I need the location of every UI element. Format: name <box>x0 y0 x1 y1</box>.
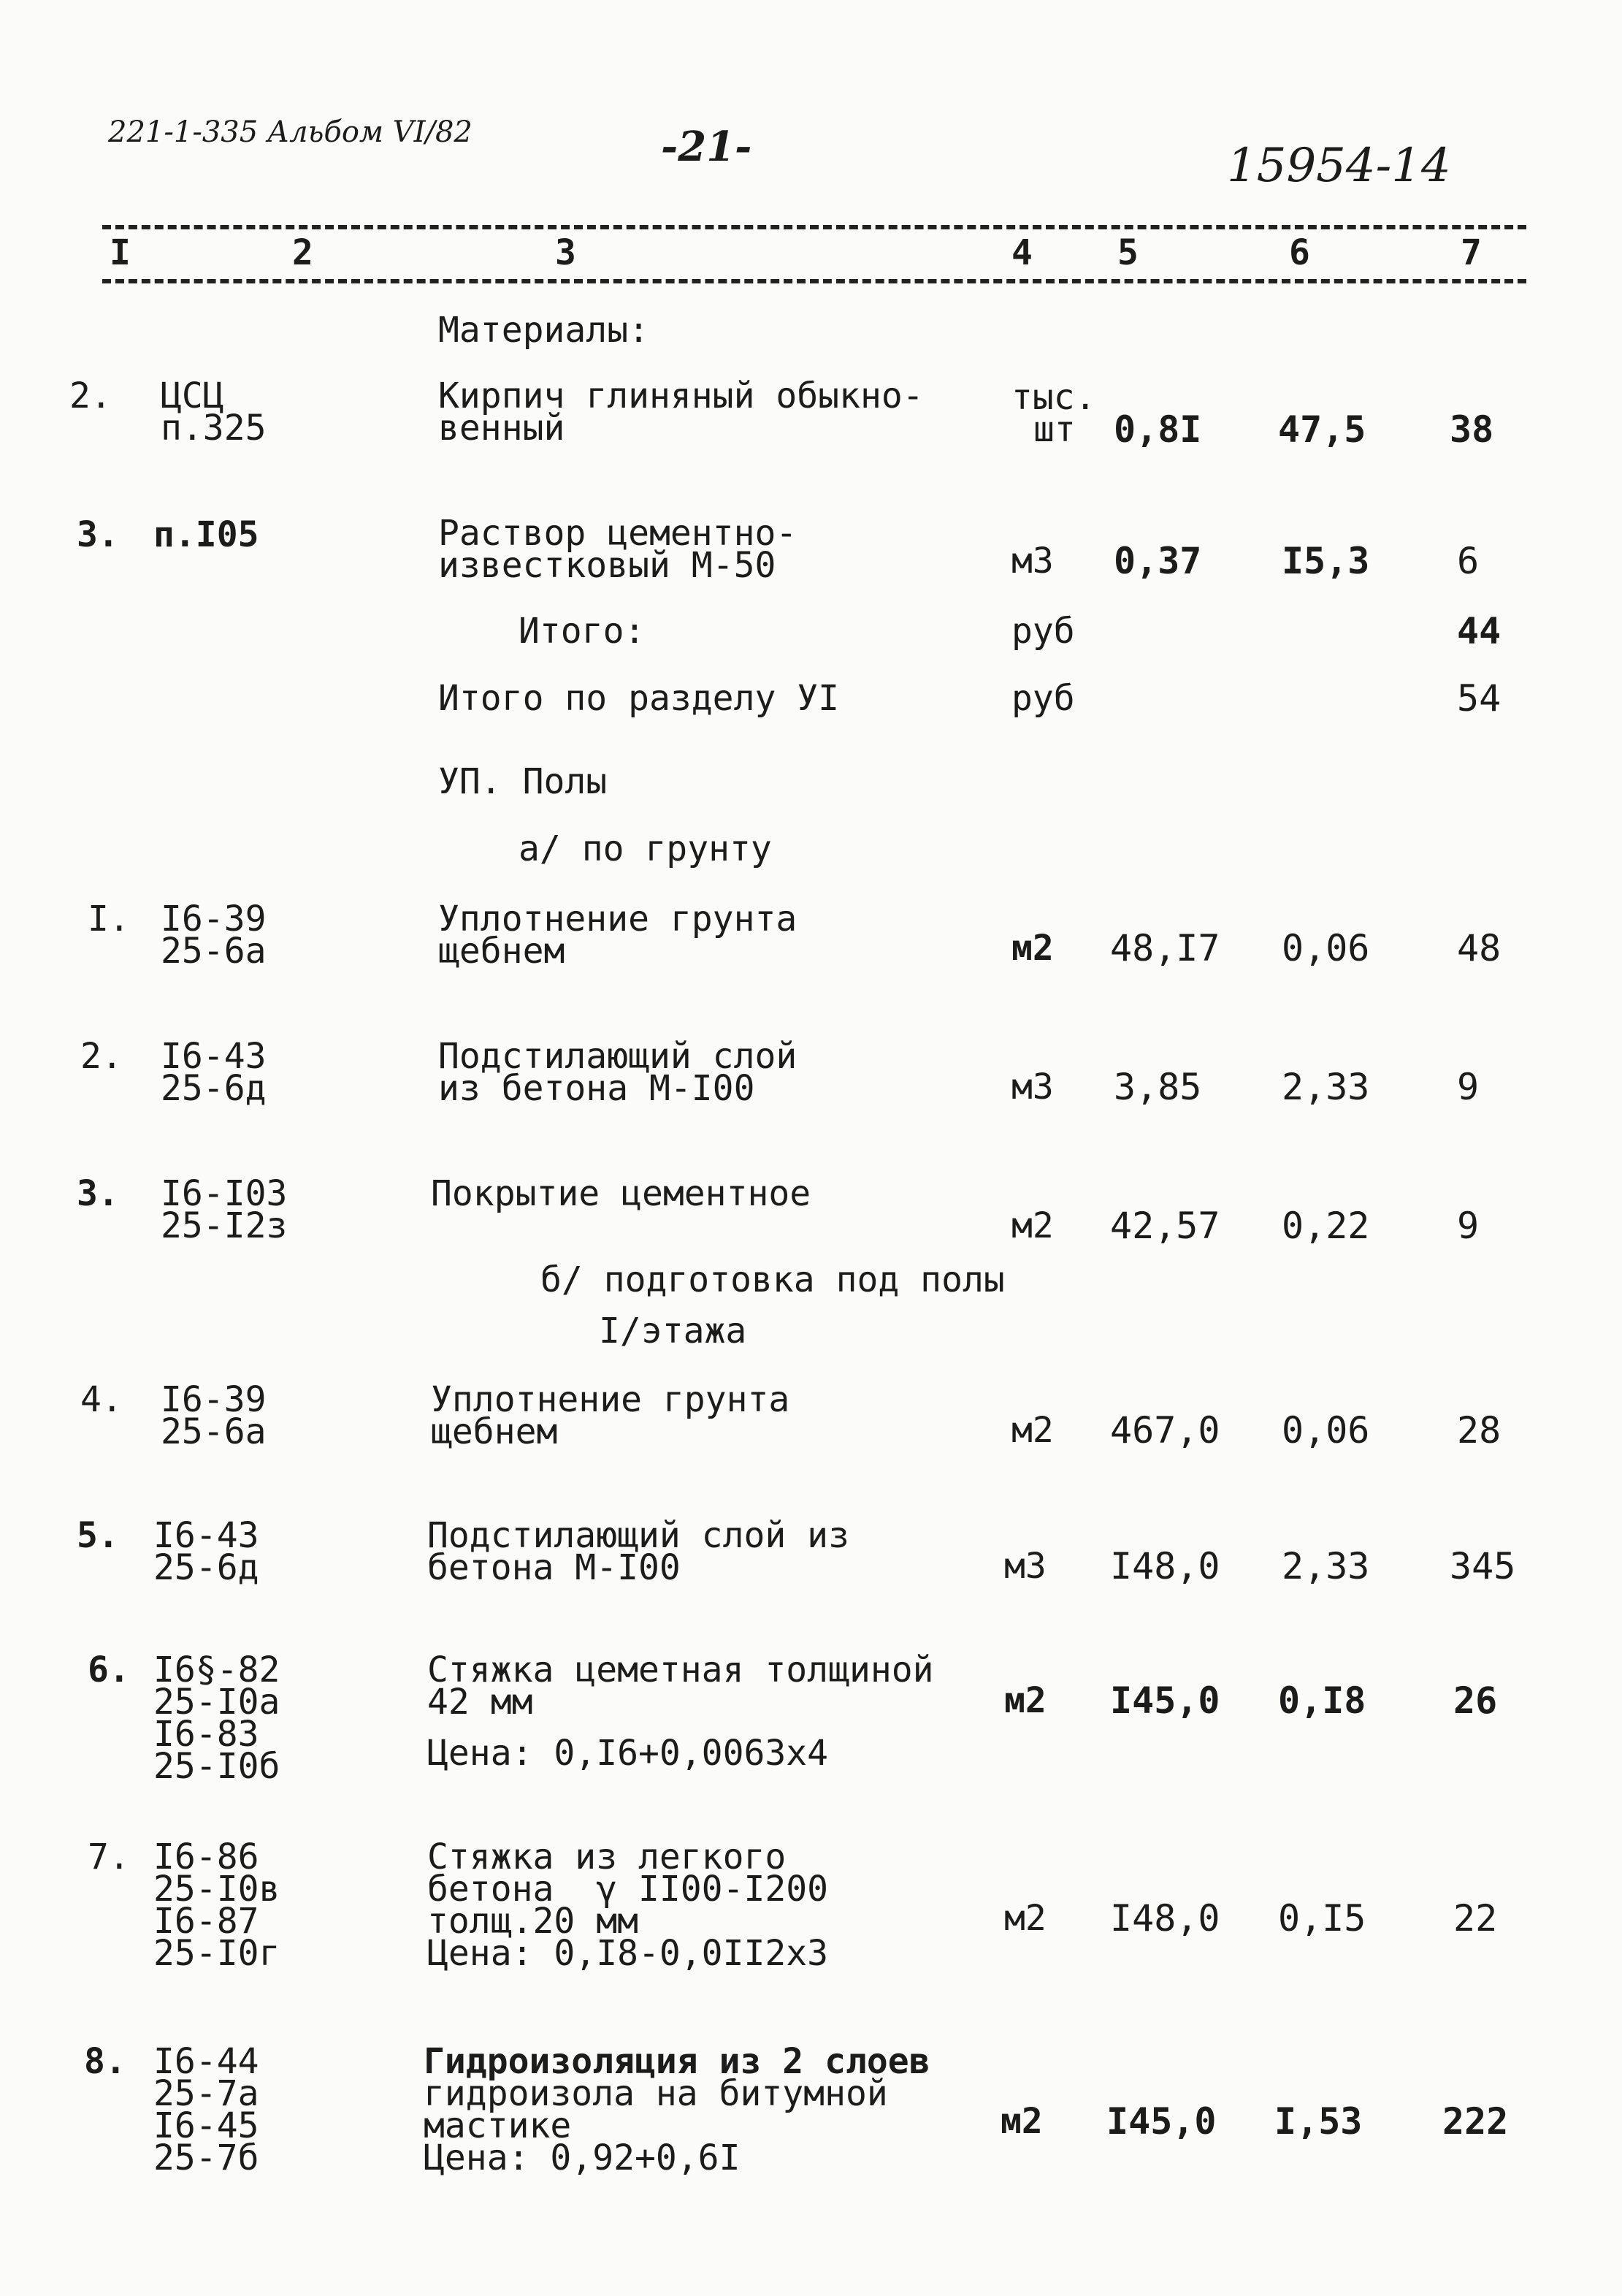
row-number: 4. <box>80 1379 123 1420</box>
row-code: 25-I0б <box>153 1746 280 1787</box>
row-total: 48 <box>1457 927 1502 969</box>
row-price-note: Цена: 0,I6+0,0063х4 <box>427 1733 829 1774</box>
row-unit: м2 <box>1011 1410 1054 1451</box>
row-unit: м2 <box>1011 1205 1054 1246</box>
row-number: 8. <box>84 2041 126 2082</box>
row-number: 5. <box>77 1515 119 1556</box>
row-code: 25-6а <box>161 931 267 972</box>
row-description: щебнем <box>431 1411 558 1452</box>
row-description: Раствор цементно- <box>438 513 797 554</box>
row-total: 38 <box>1450 408 1494 451</box>
row-number: 2. <box>69 375 112 416</box>
row-quantity: I48,0 <box>1110 1545 1220 1587</box>
column-header-5: 5 <box>1117 232 1139 273</box>
column-header-4: 4 <box>1011 232 1033 273</box>
row-quantity: I48,0 <box>1110 1897 1220 1940</box>
subtotal-total: 44 <box>1457 610 1502 652</box>
row-price: 0,06 <box>1282 927 1370 969</box>
row-code: ЦСЦ <box>161 375 224 416</box>
row-code: п.325 <box>161 408 267 449</box>
row-unit: м3 <box>1011 1067 1054 1107</box>
row-description: щебнем <box>438 931 565 972</box>
subtotal-unit: руб <box>1011 611 1075 652</box>
row-description: Подстилающий слой из <box>427 1515 849 1556</box>
row-code: п.I05 <box>153 514 259 555</box>
row-code: I6-39 <box>161 899 267 939</box>
row-code: 25-7а <box>153 2073 259 2114</box>
row-code: I6-44 <box>153 2041 259 2082</box>
row-price: 0,I5 <box>1278 1897 1366 1940</box>
row-code: 25-I0в <box>153 1869 280 1910</box>
section-title: УП. Полы <box>438 761 608 802</box>
row-unit: шт <box>1033 409 1076 450</box>
row-code: 25-6а <box>161 1411 267 1452</box>
row-code: 25-6д <box>161 1068 267 1109</box>
row-price: 2,33 <box>1282 1066 1370 1108</box>
row-code: I6-87 <box>153 1901 259 1942</box>
row-quantity: 467,0 <box>1110 1409 1220 1452</box>
row-description: бетона γ II00-I200 <box>427 1869 829 1910</box>
row-unit: м3 <box>1011 541 1054 581</box>
row-code: I6-45 <box>153 2105 259 2146</box>
row-unit: м2 <box>1004 1898 1047 1939</box>
row-number: 3. <box>77 514 119 555</box>
row-code: I6-43 <box>161 1036 267 1077</box>
row-description: Уплотнение грунта <box>431 1379 790 1420</box>
row-quantity: 0,37 <box>1114 540 1202 582</box>
subsection-title: б/ подготовка под полы <box>540 1259 1005 1300</box>
row-code: 25-I0а <box>153 1682 280 1723</box>
row-description: Стяжка из легкого <box>427 1837 787 1877</box>
row-quantity: I45,0 <box>1110 1679 1220 1722</box>
row-code: 25-I0г <box>153 1933 280 1974</box>
row-unit: м2 <box>1004 1680 1047 1721</box>
row-number: 2. <box>80 1036 123 1077</box>
subsection-title: I/этажа <box>599 1311 747 1351</box>
row-price: 47,5 <box>1278 408 1366 451</box>
row-total: 26 <box>1453 1679 1498 1722</box>
header-rule-top <box>102 225 1526 229</box>
row-unit: тыс. <box>1011 377 1096 418</box>
row-total: 9 <box>1457 1066 1480 1108</box>
row-code: I6-83 <box>153 1714 259 1755</box>
row-description: бетона М-I00 <box>427 1547 681 1588</box>
row-code: I6-I03 <box>161 1173 288 1214</box>
row-price: 2,33 <box>1282 1545 1370 1587</box>
row-description: известковый М-50 <box>438 545 776 586</box>
page-number: -21- <box>661 123 752 171</box>
row-price: I,53 <box>1274 2100 1363 2143</box>
row-code: 25-I2з <box>161 1205 288 1246</box>
row-number: 7. <box>88 1837 130 1877</box>
row-description: Покрытие цементное <box>431 1173 811 1214</box>
row-total: 222 <box>1442 2100 1509 2143</box>
row-code: I6-86 <box>153 1837 259 1877</box>
section-total-total: 54 <box>1457 677 1502 720</box>
row-quantity: I45,0 <box>1106 2100 1217 2143</box>
row-description: Кирпич глиняный обыкно- <box>438 375 924 416</box>
row-description: Цена: 0,92+0,6I <box>424 2137 741 2178</box>
row-total: 345 <box>1450 1545 1516 1587</box>
materials-title: Материалы: <box>438 310 649 351</box>
row-quantity: 48,I7 <box>1110 927 1220 969</box>
row-price: I5,3 <box>1282 540 1370 582</box>
row-description: Стяжка цеметная толщиной <box>427 1649 934 1690</box>
subtotal-label: Итого: <box>519 611 646 652</box>
row-unit: м3 <box>1004 1546 1047 1587</box>
row-price: 0,06 <box>1282 1409 1370 1452</box>
document-code: 15954-14 <box>1227 139 1451 193</box>
row-description: 42 мм <box>427 1682 533 1723</box>
row-quantity: 3,85 <box>1114 1066 1202 1108</box>
row-price: 0,22 <box>1282 1205 1370 1247</box>
column-header-6: 6 <box>1289 232 1310 273</box>
row-description: Гидроизоляция из 2 слоев <box>424 2041 930 2082</box>
section-total-unit: руб <box>1011 678 1075 719</box>
row-code: 25-7б <box>153 2137 259 2178</box>
archive-note: 221-1-335 Альбом VI/82 <box>108 115 473 149</box>
row-total: 28 <box>1457 1409 1502 1452</box>
row-description: Уплотнение грунта <box>438 899 797 939</box>
row-code: I6§-82 <box>153 1649 280 1690</box>
header-rule-bottom <box>102 279 1526 283</box>
row-description: Подстилающий слой <box>438 1036 797 1077</box>
row-quantity: 42,57 <box>1110 1205 1220 1247</box>
column-header-2: 2 <box>292 232 313 273</box>
section-total-label: Итого по разделу УI <box>438 678 840 719</box>
row-price: 0,I8 <box>1278 1679 1366 1722</box>
row-description: венный <box>438 408 565 449</box>
row-code: 25-6д <box>153 1547 259 1588</box>
row-code: I6-43 <box>153 1515 259 1556</box>
column-header-3: 3 <box>555 232 576 273</box>
row-number: 3. <box>77 1173 119 1214</box>
row-total: 6 <box>1457 540 1480 582</box>
row-description: толщ.20 мм <box>427 1901 638 1942</box>
column-header-7: 7 <box>1461 232 1482 273</box>
row-unit: м2 <box>1001 2101 1043 2142</box>
subsection-title: а/ по грунту <box>519 828 772 869</box>
row-description: из бетона М-I00 <box>438 1068 755 1109</box>
row-unit: м2 <box>1011 928 1054 969</box>
row-number: 6. <box>88 1649 130 1690</box>
row-number: I. <box>88 899 130 939</box>
column-header-1: I <box>110 232 131 273</box>
row-code: I6-39 <box>161 1379 267 1420</box>
row-description: мастике <box>424 2105 572 2146</box>
row-total: 22 <box>1453 1897 1498 1940</box>
row-description: гидроизола на битумной <box>424 2073 888 2114</box>
row-total: 9 <box>1457 1205 1480 1247</box>
row-quantity: 0,8I <box>1114 408 1202 451</box>
row-description: Цена: 0,I8-0,0II2х3 <box>427 1933 829 1974</box>
